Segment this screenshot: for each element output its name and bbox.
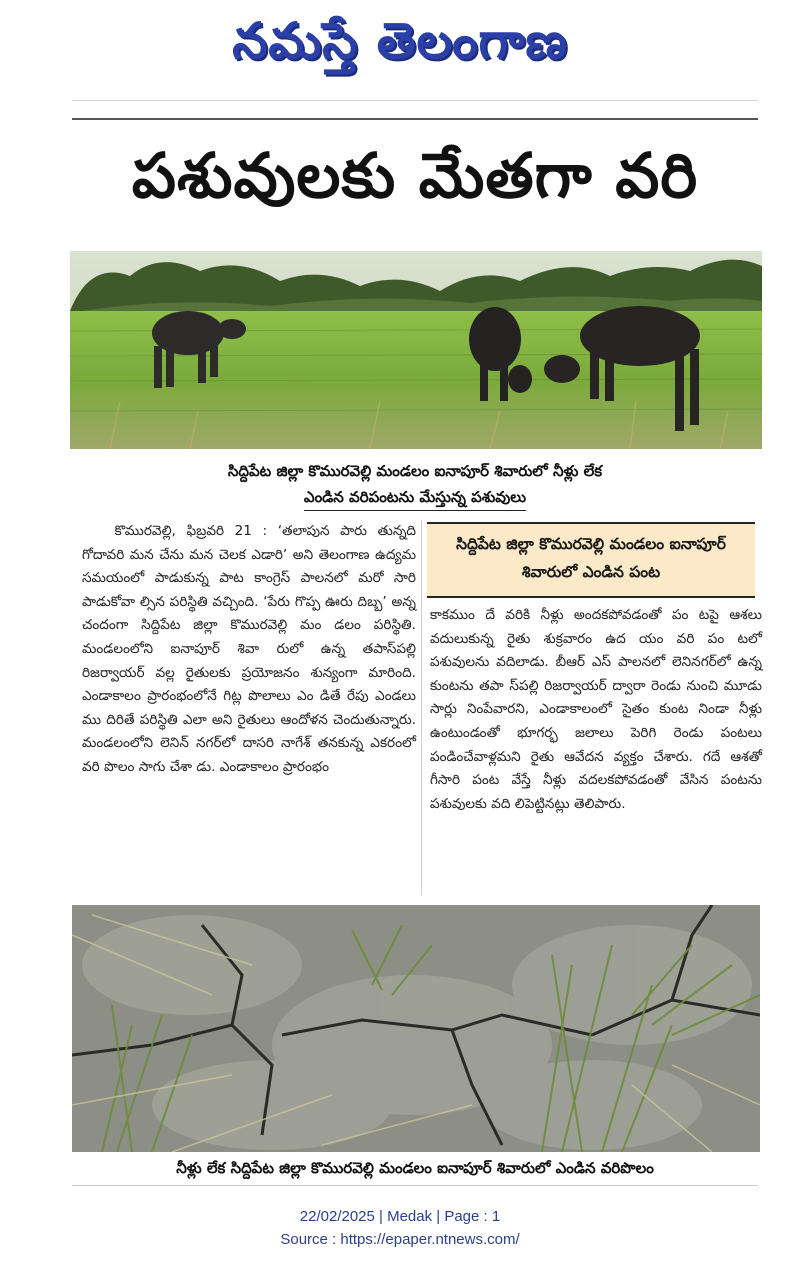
photo-caption — [72, 458, 758, 511]
newspaper-logo: నమస్తే తెలంగాణ — [232, 12, 568, 70]
body-paragraph: కొమురవెల్లి, ఫిబ్రవరి 21 : ‘తలాపున పారు తున్నది గోదావరి మన చేను మన చెలక ఎడారి’ అని తెలంగాణ ఉద్యమ సమయంలో పాడుకున్న పాట కాంగ్రెస్ పాలనలో మరో సారి పాడుకోవా ల్సిన పరిస్థితి వచ్చింది. ‘పేరు గొప్ప ఊరు దిబ్బ’ అన్న చందంగా సిద్దిపేట జిల్లా కొమురవెల్లి మం డలం పరిస్థితి. మండలంలోని ఐనాపూర్ శివా రులో ఉన్న తపాస్‌పల్లి రిజర్వాయర్ వల్ల రైతులకు ప్రయోజనం శున్యంగా మారింది. ఎండాకాలం ప్రారంభంలోనే గిట్ల పొలాలు ఎం డితే రేపు ఎండలు ము దిరితే పరిస్థితి ఎలా అని రైతులు ఆందోళన చెందుతున్నారు. మండలంలోని లెనిన్ నగర్‌లో దాసరి నాగేశ్ తనకున్న ఎకరంలో వరి పొలం సాగు చేశా డు. ఎండాకాలం ప్రారంభం — [82, 523, 416, 775]
edition-info: 22/02/2025 | Medak | Page : 1 — [299, 1208, 501, 1225]
page-footer — [0, 1205, 800, 1251]
masthead — [0, 4, 800, 84]
headline-top-rule — [72, 118, 758, 120]
pull-quote: సిద్దిపేట జిల్లా కొమురవెల్లి మండలం ఐనాపూర్ శివారులో ఎండిన పంట — [427, 522, 755, 598]
article-body-right — [430, 604, 762, 816]
masthead-rule — [72, 100, 758, 101]
body-paragraph: కాకముం దే వరికి నీళ్లు అందకపోవడంతో పం టపై ఆశలు వదులుకున్న రైతు శుక్రవారం ఉద యం వరి పం టలో పశువులను వదిలాడు. బీఆర్ ఎస్ పాలనలో లెనినగర్‌లో ఉన్న కుంటను తపా స్‌పల్లి రిజర్వాయర్ ద్వారా రెండు నుంచి మూడు సార్లు నింపేవారని, ఎండాకాలంలో సైతం కుంట నిండా నీళ్లు ఉంటుండంతో భూగర్భ జలాలు పెరిగి రెండు పంటలు పండించేవాళ్లమని రైతు ఆవేదన వ్యక్తం చేశారు. గదే ఆశతో గీసారి పంట వేస్తే నీళ్లు వదలకపోవడంతో వేసిన పంటను పశువులకు వది లిపెట్టినట్లు తెలిపారు. — [430, 607, 762, 812]
dried-paddy-field-photo — [72, 905, 760, 1152]
caption-line-2: ఎండిన వరిపంటను మేస్తున్న పశువులు — [304, 484, 526, 511]
footer-rule — [72, 1185, 758, 1186]
photo-caption-bottom: నీళ్లు లేక సిద్దిపేట జిల్లా కొమురవెల్లి మండలం ఐనాపూర్ శివారులో ఎండిన వరిపొలం — [176, 1159, 654, 1177]
article-headline: పశువులకు మేతగా వరి — [131, 139, 699, 212]
buffaloes-grazing-photo — [70, 251, 762, 449]
article-body-left — [82, 520, 416, 780]
caption-line-1: సిద్దిపేట జిల్లా కొమురవెల్లి మండలం ఐనాపూర్ శివారులో నీళ్లు లేక — [227, 462, 603, 480]
source-url: Source : https://epaper.ntnews.com/ — [280, 1231, 520, 1248]
column-divider — [421, 520, 422, 895]
